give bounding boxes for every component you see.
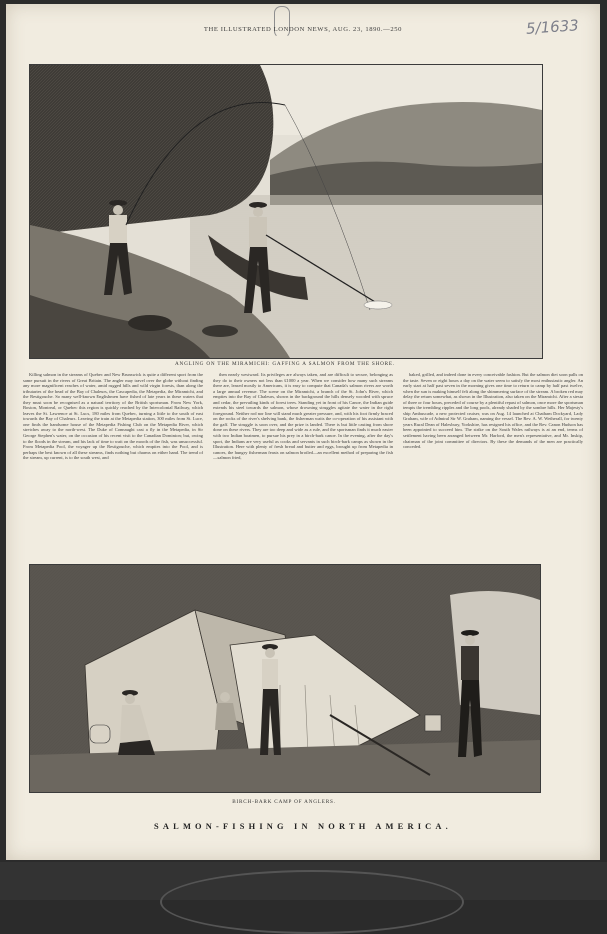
column-1-text: Killing salmon in the streams of Quebec and New Brunswick is quite a different sport from the same pursuit in the rivers of Great Britain. The angler may travel over the globe without finding any more magnificent reaches of water, amid rugged hills and wild virgin forests, than along the tributaries of the head of the Bay of Chaleurs, the Cascapedia, the Metapedia, the Miramichi, and the Restigouche. So many well-known Englishmen have fished of late years in these waters that they must soon be recognised as a natural territory of the British sportsman. From New York, Boston, Montreal, or Quebec this region is quickly reached by the Intercolonial Railway, which leaves the St. Lawrence at St. Lucs, 180 miles from Quebec, turning a little to the south of east towards the Bay of Chaleurs. Leaving the train at the Metapedia station, 300 miles from St. Luce, one finds the handsome house of the Metapedia Fishing Club on the Metapedia River, which stretches away to the north-west. The Duke of Connaught cast a fly in the Metapedia, in Sir George Stephen's water, on the occasion of his recent visit to the Canadian Dominion; but, owing to the floods in the stream, and his lack of time to wait on the moods of the fish, was unsuccessful. From Metapedia Pool, the voyager up the Restigouche, which empties into the Pool, and is perhaps the best known of all these streams, finds nothing but charms on either hand. The trend of the stream, up current, is to the south west, and bbox=[23, 372, 203, 461]
running-head: THE ILLUSTRATED LONDON NEWS, AUG. 23, 1890.—250 bbox=[203, 26, 403, 33]
column-1 bbox=[23, 372, 203, 555]
column-3 bbox=[403, 372, 583, 555]
scanner-ring-mark bbox=[160, 870, 464, 934]
engraving-birch-bark-camp bbox=[29, 564, 541, 793]
newspaper-page bbox=[6, 4, 600, 860]
caption-top-engraving: ANGLING ON THE MIRAMICHI: GAFFING A SALMON FROM THE SHORE. bbox=[175, 361, 395, 367]
pencil-note: 5/1633 bbox=[525, 16, 580, 38]
column-2-text: then nearly westward. Its privileges are always taken, and are difficult to secure, belonging as they do to their owners not less than £1000 a year. When we consider how many such streams there are, leased mostly to Americans, it is easy to compute that Canada's salmon rivers are worth a large annual revenue. The scene on the Miramichi, a branch of the St. John's River, which empties into the Bay of Chaleurs, shown in the background the hills densely wooded with spruce and cedar, the prevailing kinds of forest trees. Standing yet in front of his Canoe, the Indian guide extends his steel towards the salmon, whose drowning struggles agitate the water in the right foreground. Neither rod nor line will stand much greater pressure, and, with his foot firmly braced on the rocks of the river's shelving bank, the fisherman waits the co-operation of his assistant with the gaff. The struggle is soon over, and the prize is landed. There is but little casting from shore done on these rivers. They are too deep and wide as a rule, and the sportsman finds it much easier with two Indian boatmen, to pursue his prey in a birch-bark canoe. In the evening, after the day's sport, the Indians are very useful as cooks and servants in such birch-bark camps as shown in the Illustration. Here with plenty of fresh bread and butter and eggs, brought up from Metapedia in canoes, the hungry fisherman feasts on salmon broiled—an excellent method of preparing the fish—salmon fried, bbox=[213, 372, 393, 461]
scanner-background bbox=[0, 862, 607, 900]
paper-clip-mark bbox=[274, 6, 290, 38]
engraving-gaffing-salmon bbox=[29, 64, 543, 359]
column-3-text: baked, grilled, and indeed done in every conceivable fashion. But the salmon diet soon palls on the taste. Seven or eight hours a day on the water seem to satisfy the most enthusiastic angler. An early start at half past seven in the morning gives one time to return to camp by half past twelve, when the sun is making himself felt along the shimmering surface of the stream. A broken red may delay the return somewhat, as shown in the Illustration, also taken on the Miramichi. After a siesta of three or four hours, preceded of course by a plentiful repast of salmon, once more the sportsman tempts the trembling ripples and the long pools, already shaded by the sombre hills. Her Majesty's ship Ambuscade, a new protected cruiser, was on Aug. 14 launched at Chatham Dockyard, Lady Graham, wife of Admiral Sir W. Graham, naming the vessel. The Rev. A. W. Wetherall, for twenty years Rural Dean of Halesbury, Yorkshire, has resigned his office, and the Rev. Canon Hudson has been appointed to succeed him. The strike on the South Wales railways is at an end, terms of settlement having been arranged between Mr. Harford, the men's representative, and Mr. Inskip, chairman of the joint committee of directors. By these the demands of the men are practically conceded. bbox=[403, 372, 583, 450]
caption-bottom-engraving: BIRCH-BARK CAMP OF ANGLERS. bbox=[232, 799, 336, 805]
column-2 bbox=[213, 372, 393, 555]
article-columns bbox=[23, 372, 583, 555]
page-title: SALMON-FISHING IN NORTH AMERICA. bbox=[154, 822, 452, 831]
